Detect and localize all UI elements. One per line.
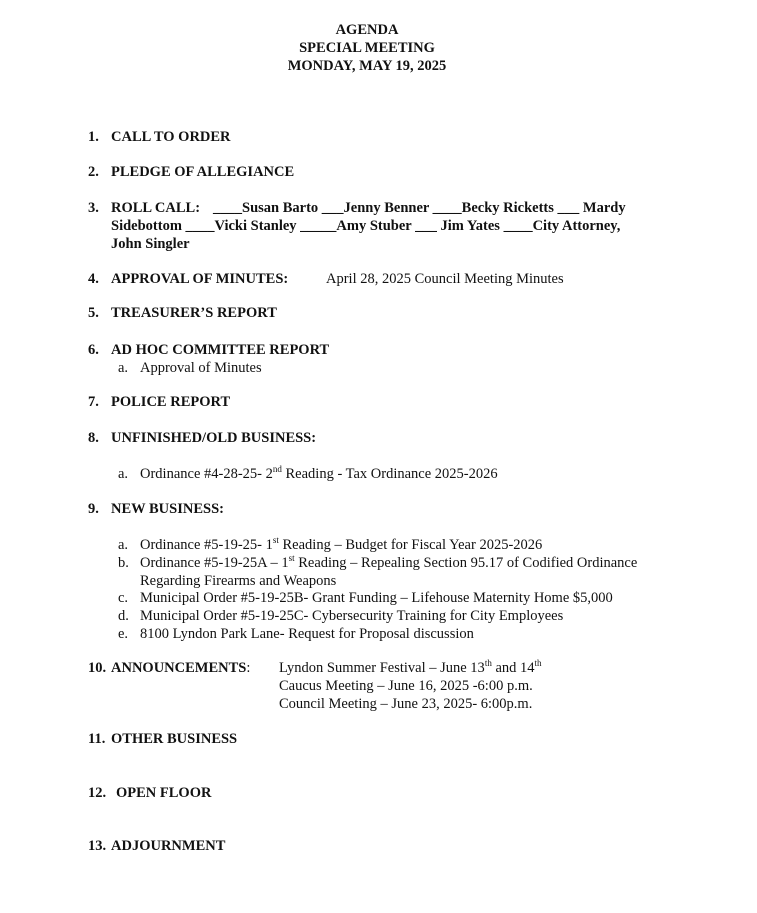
announcement: Caucus Meeting – June 16, 2025 -6:00 p.m. bbox=[279, 678, 533, 694]
item-label: POLICE REPORT bbox=[111, 394, 231, 410]
agenda-item-13 bbox=[88, 837, 708, 855]
announcement-text-cont: and 14 bbox=[491, 660, 535, 676]
ordinal-suffix: th bbox=[534, 658, 542, 669]
item-label: UNFINISHED/OLD BUSINESS: bbox=[111, 430, 317, 446]
agenda-item-8 bbox=[88, 429, 708, 447]
sub-item bbox=[118, 607, 718, 625]
sub-item-text: Approval of Minutes bbox=[140, 360, 262, 376]
item-label: ADJOURNMENT bbox=[111, 838, 226, 854]
announcement bbox=[279, 659, 542, 677]
sub-item bbox=[118, 359, 718, 377]
item-number: 9. bbox=[88, 501, 99, 517]
item-number: 7. bbox=[88, 394, 99, 410]
item-number: 2. bbox=[88, 164, 99, 180]
roll-call-line-3: John Singler bbox=[111, 236, 190, 252]
item-number: 3. bbox=[88, 200, 99, 216]
item-label: AD HOC COMMITTEE REPORT bbox=[111, 342, 330, 358]
sub-item-text: Ordinance #5-19-25- 1 bbox=[140, 537, 273, 553]
sub-item-text-cont: Reading – Budget for Fiscal Year 2025-2026 bbox=[278, 537, 543, 553]
item-label: ROLL CALL: bbox=[111, 200, 201, 216]
sub-item-text: Municipal Order #5-19-25B- Grant Funding – Lifehouse Maternity Home $5,000 bbox=[140, 590, 613, 606]
sub-item-text: Ordinance #4-28-25- 2 bbox=[140, 466, 273, 482]
sub-item-text: Municipal Order #5-19-25C- Cybersecurity Training for City Employees bbox=[140, 608, 564, 624]
sub-item-letter: e. bbox=[118, 626, 129, 642]
announcement-text: Lyndon Summer Festival – June 13 bbox=[279, 660, 485, 676]
sub-item-letter: a. bbox=[118, 537, 129, 553]
item-number: 6. bbox=[88, 342, 99, 358]
roll-call-line-2: Sidebottom ____Vicki Stanley _____Amy Stuber ___ Jim Yates ____City Attorney, bbox=[111, 218, 621, 234]
roll-call-line-1: ____Susan Barto ___Jenny Benner ____Becky Ricketts ___ Mardy bbox=[213, 200, 626, 216]
ordinal-suffix: th bbox=[484, 658, 492, 669]
item-label: OPEN FLOOR bbox=[116, 785, 212, 801]
minutes-detail: April 28, 2025 Council Meeting Minutes bbox=[326, 271, 564, 287]
item-label: OTHER BUSINESS bbox=[111, 731, 238, 747]
meeting-date: MONDAY, MAY 19, 2025 bbox=[287, 58, 447, 74]
item-number: 13. bbox=[88, 838, 107, 854]
agenda-item-2 bbox=[88, 163, 708, 181]
sub-item-text: Ordinance #5-19-25A – 1 bbox=[140, 555, 289, 571]
item-label: ANNOUNCEMENTS bbox=[111, 660, 247, 676]
ordinal-suffix: st bbox=[288, 553, 295, 564]
sub-item-text-cont: Reading – Repealing Section 95.17 of Codified Ordinance bbox=[294, 555, 638, 571]
sub-item bbox=[118, 589, 718, 607]
agenda-item-5 bbox=[88, 304, 708, 322]
label-colon: : bbox=[246, 660, 251, 676]
sub-item-text-cont: Reading - Tax Ordinance 2025-2026 bbox=[281, 466, 498, 482]
agenda-title: AGENDA bbox=[335, 22, 399, 38]
item-number: 11. bbox=[88, 731, 106, 747]
ordinal-suffix: st bbox=[272, 535, 279, 546]
item-label: PLEDGE OF ALLEGIANCE bbox=[111, 164, 295, 180]
sub-item-letter: a. bbox=[118, 466, 129, 482]
sub-item bbox=[118, 625, 718, 643]
announcement: Council Meeting – June 23, 2025- 6:00p.m. bbox=[279, 696, 533, 712]
item-number: 5. bbox=[88, 305, 99, 321]
item-number: 1. bbox=[88, 129, 99, 145]
item-label: CALL TO ORDER bbox=[111, 129, 231, 145]
agenda-item-11 bbox=[88, 730, 708, 748]
agenda-item-7 bbox=[88, 393, 708, 411]
sub-item bbox=[118, 536, 718, 554]
sub-item-text: 8100 Lyndon Park Lane- Request for Proposal discussion bbox=[140, 626, 474, 642]
item-label: TREASURER’S REPORT bbox=[111, 305, 277, 321]
item-label: NEW BUSINESS: bbox=[111, 501, 224, 517]
sub-item-continuation: Regarding Firearms and Weapons bbox=[140, 573, 337, 589]
agenda-item-6 bbox=[88, 341, 708, 359]
sub-item-letter: b. bbox=[118, 555, 129, 571]
agenda-item-12 bbox=[88, 784, 708, 802]
ordinal-suffix: nd bbox=[272, 464, 282, 475]
item-number: 12. bbox=[88, 785, 107, 801]
item-number: 10. bbox=[88, 660, 107, 676]
item-number: 8. bbox=[88, 430, 99, 446]
sub-item bbox=[118, 465, 718, 483]
meeting-type: SPECIAL MEETING bbox=[299, 40, 435, 56]
sub-item-letter: a. bbox=[118, 360, 129, 376]
sub-item bbox=[118, 554, 718, 572]
item-number: 4. bbox=[88, 271, 99, 287]
agenda-item-1 bbox=[88, 128, 708, 146]
item-label: APPROVAL OF MINUTES: bbox=[111, 271, 289, 287]
agenda-item-9 bbox=[88, 500, 708, 518]
sub-item-letter: d. bbox=[118, 608, 129, 624]
sub-item-letter: c. bbox=[118, 590, 129, 606]
